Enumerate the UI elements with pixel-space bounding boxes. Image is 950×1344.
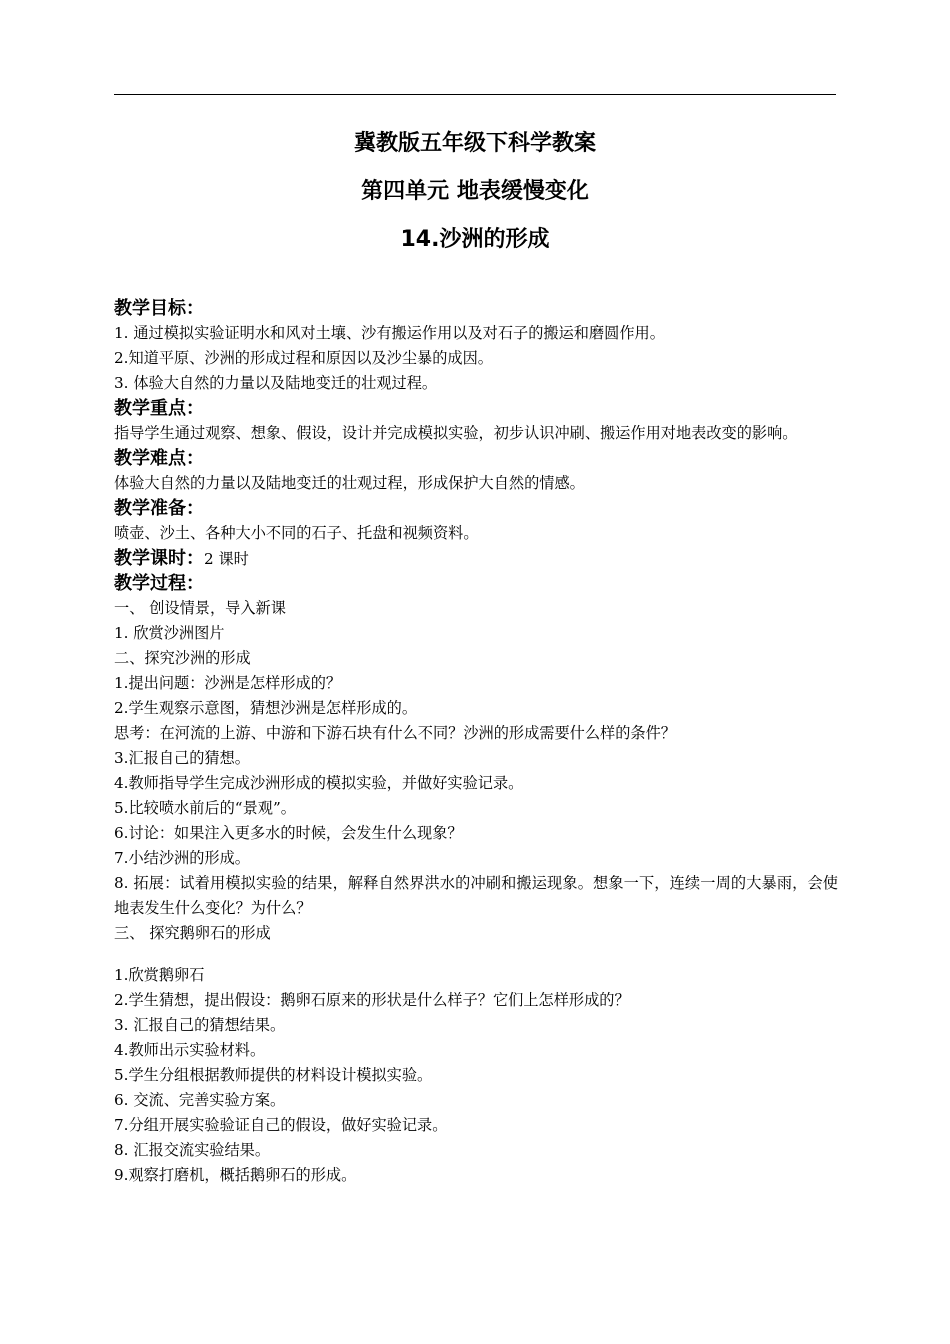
blank-line (114, 946, 838, 963)
objective-item: 3. 体验大自然的力量以及陆地变迁的壮观过程。 (114, 374, 438, 392)
process-step: 5.比较喷水前后的“景观”。 (114, 799, 296, 817)
process-step: 二、探究沙洲的形成 (114, 649, 251, 667)
process-step: 1.提出问题：沙洲是怎样形成的？ (114, 674, 342, 692)
document-title: 冀教版五年级下科学教案 (353, 131, 596, 156)
process-step: 2.学生猜想，提出假设：鹅卵石原来的形状是什么样子？它们上怎样形成的？ (114, 991, 630, 1009)
process-heading: 教学过程： (114, 573, 204, 594)
key-points-text: 指导学生通过观察、想象、假设，设计并完成模拟实验，初步认识冲刷、搬运作用对地表改变的影响。 (114, 424, 798, 442)
difficulties-text: 体验大自然的力量以及陆地变迁的壮观过程，形成保护大自然的情感。 (114, 474, 585, 492)
difficulties-heading: 教学难点： (114, 448, 204, 469)
process-section-heading: 三、 探究鹅卵石的形成 (114, 924, 271, 942)
objectives-heading: 教学目标： (114, 298, 204, 319)
process-step: 一、 创设情景，导入新课 (114, 599, 286, 617)
process-step: 思考：在河流的上游、中游和下游石块有什么不同？沙洲的形成需要什么样的条件？ (114, 724, 676, 742)
process-step: 2.学生观察示意图，猜想沙洲是怎样形成的。 (114, 699, 418, 717)
lesson-plan-body (114, 296, 838, 1188)
unit-title: 第四单元 地表缓慢变化 (361, 179, 589, 204)
hours-row (114, 546, 838, 571)
key-points-heading: 教学重点： (114, 398, 204, 419)
process-step: 1.欣赏鹅卵石 (114, 966, 205, 984)
process-step: 6. 交流、完善实验方案。 (114, 1091, 286, 1109)
process-extension: 8. 拓展：试着用模拟实验的结果，解释自然界洪水的冲刷和搬运现象。想象一下，连续一周的大暴雨，会使地表发生什么变化？为什么？ (114, 874, 838, 917)
objective-item: 2.知道平原、沙洲的形成过程和原因以及沙尘暴的成因。 (114, 349, 493, 367)
process-step: 7.小结沙洲的形成。 (114, 849, 250, 867)
lesson-title: 14.沙洲的形成 (400, 227, 550, 252)
hours-heading: 教学课时： (114, 548, 204, 569)
process-step: 9.观察打磨机，概括鹅卵石的形成。 (114, 1166, 357, 1184)
hours-value: 2 课时 (204, 550, 249, 568)
process-step: 8. 汇报交流实验结果。 (114, 1141, 271, 1159)
title-block (114, 130, 836, 274)
preparation-heading: 教学准备： (114, 498, 204, 519)
process-step: 6.讨论：如果注入更多水的时候，会发生什么现象？ (114, 824, 463, 842)
process-step: 7.分组开展实验验证自己的假设，做好实验记录。 (114, 1116, 448, 1134)
process-step: 4.教师指导学生完成沙洲形成的模拟实验，并做好实验记录。 (114, 774, 524, 792)
process-step: 4.教师出示实验材料。 (114, 1041, 266, 1059)
process-step: 5.学生分组根据教师提供的材料设计模拟实验。 (114, 1066, 433, 1084)
process-step: 3.汇报自己的猜想。 (114, 749, 250, 767)
preparation-text: 喷壶、沙土、各种大小不同的石子、托盘和视频资料。 (114, 524, 479, 542)
process-step: 3. 汇报自己的猜想结果。 (114, 1016, 286, 1034)
header-rule (114, 94, 836, 95)
objective-item: 1. 通过模拟实验证明水和风对土壤、沙有搬运作用以及对石子的搬运和磨圆作用。 (114, 324, 665, 342)
process-step: 1. 欣赏沙洲图片 (114, 624, 225, 642)
